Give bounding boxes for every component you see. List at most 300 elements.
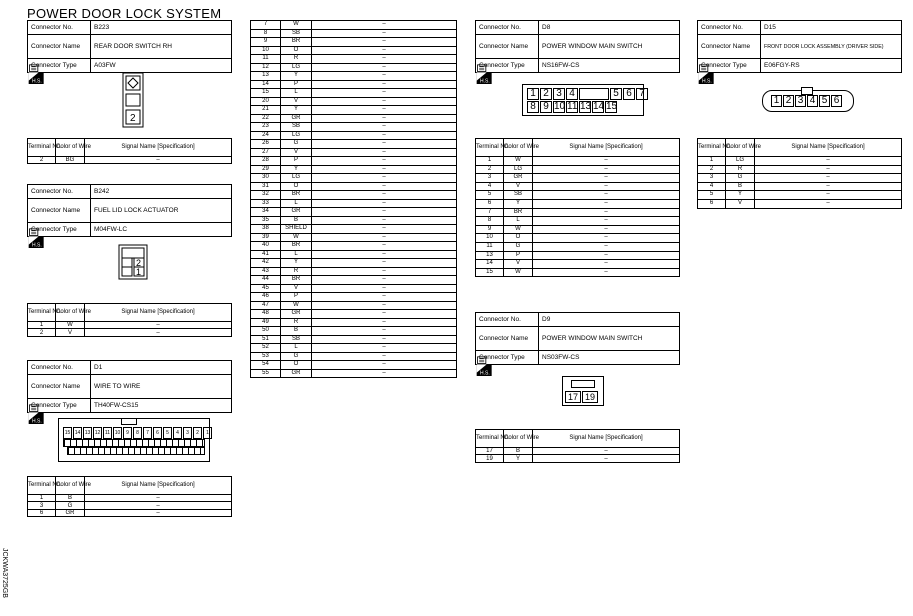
header-color-of-wire: Color of Wire <box>726 139 755 157</box>
table-row <box>251 80 457 89</box>
connector-d9-header <box>475 312 680 365</box>
table-row <box>698 174 902 183</box>
signal-name-cell: – <box>312 157 457 166</box>
connector-pin: 3 <box>795 95 806 107</box>
wire-color-cell: G <box>726 174 755 183</box>
signal-name-cell: – <box>533 165 680 174</box>
table-row <box>476 251 680 260</box>
wire-color-cell: GR <box>281 208 312 217</box>
connector-pin: 9 <box>123 427 132 439</box>
signal-name-cell: – <box>312 38 457 47</box>
header-color-of-wire: Color of Wire <box>56 477 85 495</box>
terminal-no-cell: 6 <box>476 199 504 208</box>
wire-color-cell: R <box>281 55 312 64</box>
wire-color-cell: W <box>504 225 533 234</box>
terminal-no-cell: 28 <box>251 157 281 166</box>
wire-color-cell: Y <box>504 199 533 208</box>
signal-name-cell: – <box>312 89 457 98</box>
signal-name-cell: – <box>312 165 457 174</box>
connector-name-value: FRONT DOOR LOCK ASSEMBLY (DRIVER SIDE) <box>761 35 902 59</box>
signal-name-cell: – <box>533 268 680 277</box>
terminal-no-cell: 41 <box>251 250 281 259</box>
connector-b242-header <box>27 184 232 237</box>
table-row <box>476 199 680 208</box>
signal-name-cell: – <box>312 199 457 208</box>
connector-pin: 13 <box>580 101 592 112</box>
terminal-no-cell: 1 <box>28 495 56 502</box>
signal-name-cell: – <box>312 267 457 276</box>
table-row <box>251 225 457 234</box>
table-row <box>476 174 680 183</box>
terminal-table-d9 <box>475 429 680 463</box>
terminal-no-cell: 11 <box>476 242 504 251</box>
header-color-of-wire: Color of Wire <box>56 139 85 157</box>
label-connector-no: Connector No. <box>476 313 539 327</box>
connector-pin: 15 <box>63 427 72 439</box>
label-connector-type: Connector Type <box>476 351 539 365</box>
signal-name-cell: – <box>533 191 680 200</box>
connector-pin: 7 <box>143 427 152 439</box>
header-terminal-no: Terminal No. <box>476 430 504 448</box>
terminal-no-cell: 7 <box>251 21 281 30</box>
signal-name-cell: – <box>312 276 457 285</box>
table-row <box>698 199 902 208</box>
signal-name-cell: – <box>533 448 680 455</box>
connector-pin: 5 <box>163 427 172 439</box>
connector-type-value: E06FGY-RS <box>761 59 902 73</box>
signal-name-cell: – <box>755 182 902 191</box>
table-row <box>251 157 457 166</box>
wire-color-cell: B <box>281 327 312 336</box>
signal-name-cell: – <box>85 157 232 164</box>
terminal-no-cell: 20 <box>251 97 281 106</box>
wire-color-cell: LG <box>281 63 312 72</box>
terminal-no-cell: 10 <box>251 46 281 55</box>
signal-name-cell: – <box>312 191 457 200</box>
signal-name-cell: – <box>755 174 902 183</box>
connector-pin: 13 <box>83 427 92 439</box>
connector-name-value: REAR DOOR SWITCH RH <box>91 35 232 59</box>
terminal-no-cell: 10 <box>476 234 504 243</box>
signal-name-cell: – <box>312 63 457 72</box>
harness-side-icon <box>27 64 47 84</box>
signal-name-cell: – <box>755 191 902 200</box>
wire-color-cell: SB <box>281 29 312 38</box>
wire-color-cell: W <box>504 157 533 166</box>
connector-no-value: B223 <box>91 21 232 35</box>
connector-d1-top-row <box>63 427 213 439</box>
signal-name-cell: – <box>312 361 457 370</box>
wire-color-cell: Y <box>281 106 312 115</box>
wire-color-cell: L <box>281 89 312 98</box>
signal-name-cell: – <box>312 140 457 149</box>
connector-no-value: B242 <box>91 185 232 199</box>
terminal-no-cell: 55 <box>251 369 281 378</box>
signal-name-cell: – <box>312 208 457 217</box>
terminal-no-cell: 4 <box>698 182 726 191</box>
connector-pin: 6 <box>831 95 842 107</box>
harness-side-icon <box>27 228 47 248</box>
terminal-no-cell: 1 <box>28 322 56 329</box>
terminal-no-cell: 12 <box>251 63 281 72</box>
terminal-no-cell: 24 <box>251 131 281 140</box>
signal-name-cell: – <box>312 46 457 55</box>
connector-no-value: D8 <box>539 21 680 35</box>
wire-color-cell: LG <box>726 157 755 166</box>
connector-type-value: NS16FW-CS <box>539 59 680 73</box>
table-row <box>28 502 232 509</box>
table-row <box>251 191 457 200</box>
terminal-no-cell: 34 <box>251 208 281 217</box>
connector-no-value: D1 <box>91 361 232 375</box>
connector-pin: 2 <box>193 427 202 439</box>
wire-color-cell: Y <box>281 259 312 268</box>
table-row <box>251 361 457 370</box>
header-signal-name: Signal Name [Specification] <box>85 477 232 495</box>
terminal-no-cell: 33 <box>251 199 281 208</box>
terminal-no-cell: 15 <box>476 268 504 277</box>
table-row <box>251 318 457 327</box>
signal-name-cell: – <box>533 217 680 226</box>
connector-latch <box>121 418 137 425</box>
table-row <box>28 495 232 502</box>
wire-color-cell: V <box>281 148 312 157</box>
table-row <box>251 233 457 242</box>
terminal-no-cell: 5 <box>476 191 504 200</box>
signal-name-cell: – <box>312 123 457 132</box>
table-row <box>251 242 457 251</box>
table-row <box>251 276 457 285</box>
table-row <box>698 157 902 166</box>
signal-name-cell: – <box>312 72 457 81</box>
terminal-table-d15 <box>697 138 902 209</box>
terminal-no-cell: 23 <box>251 123 281 132</box>
svg-text:H.S.: H.S. <box>480 370 490 377</box>
terminal-no-cell: 21 <box>251 106 281 115</box>
table-row <box>476 217 680 226</box>
terminal-no-cell: 52 <box>251 344 281 353</box>
connector-pin: 4 <box>807 95 818 107</box>
signal-name-cell: – <box>312 114 457 123</box>
svg-text:2: 2 <box>136 258 142 268</box>
table-row <box>28 329 232 336</box>
terminal-no-cell: 35 <box>251 216 281 225</box>
wire-color-cell: LG <box>281 131 312 140</box>
signal-name-cell: – <box>312 216 457 225</box>
terminal-no-cell: 3 <box>28 502 56 509</box>
wire-color-cell: O <box>281 46 312 55</box>
connector-d15-face <box>762 90 854 112</box>
svg-text:H.S.: H.S. <box>32 242 42 249</box>
wire-color-cell: GR <box>504 174 533 183</box>
terminal-no-cell: 26 <box>251 140 281 149</box>
signal-name-cell: – <box>312 250 457 259</box>
table-row <box>476 225 680 234</box>
wire-color-cell: LG <box>281 174 312 183</box>
table-row <box>28 509 232 516</box>
signal-name-cell: – <box>312 284 457 293</box>
wire-color-cell: O <box>281 182 312 191</box>
table-row <box>476 455 680 462</box>
wire-color-cell: R <box>726 165 755 174</box>
signal-name-cell: – <box>533 242 680 251</box>
connector-pin: 4 <box>173 427 182 439</box>
table-row <box>251 165 457 174</box>
signal-name-cell: – <box>312 225 457 234</box>
connector-no-value: D9 <box>539 313 680 327</box>
svg-text:H.S.: H.S. <box>702 78 712 85</box>
terminal-table-d1-continued <box>250 20 457 378</box>
signal-name-cell: – <box>312 148 457 157</box>
terminal-table-d8 <box>475 138 680 277</box>
connector-pin: 10 <box>113 427 122 439</box>
label-connector-name: Connector Name <box>28 199 91 223</box>
wire-color-cell: R <box>281 267 312 276</box>
terminal-no-cell: 30 <box>251 174 281 183</box>
wire-color-cell: O <box>281 361 312 370</box>
terminal-no-cell: 11 <box>251 55 281 64</box>
table-row <box>698 165 902 174</box>
header-color-of-wire: Color of Wire <box>56 304 85 322</box>
connector-pin: 8 <box>133 427 142 439</box>
label-connector-no: Connector No. <box>28 185 91 199</box>
signal-name-cell: – <box>312 131 457 140</box>
signal-name-cell: – <box>312 174 457 183</box>
connector-pin: 1 <box>527 88 539 100</box>
connector-pin: 15 <box>606 101 618 112</box>
table-row <box>476 268 680 277</box>
connector-name-value: FUEL LID LOCK ACTUATOR <box>91 199 232 223</box>
signal-name-cell: – <box>533 157 680 166</box>
table-row <box>251 335 457 344</box>
svg-text:H.S.: H.S. <box>480 78 490 85</box>
wire-color-cell: W <box>56 322 85 329</box>
terminal-no-cell: 43 <box>251 267 281 276</box>
terminal-no-cell: 17 <box>476 448 504 455</box>
signal-name-cell: – <box>755 157 902 166</box>
signal-name-cell: – <box>312 335 457 344</box>
wire-color-cell: G <box>281 352 312 361</box>
table-row <box>251 182 457 191</box>
connector-d9-face <box>562 376 604 406</box>
header-color-of-wire: Color of Wire <box>504 139 533 157</box>
terminal-no-cell: 13 <box>251 72 281 81</box>
svg-text:2: 2 <box>130 113 136 124</box>
table-row <box>476 260 680 269</box>
terminal-table-b223 <box>27 138 232 164</box>
connector-pin: 1 <box>771 95 782 107</box>
terminal-no-cell: 2 <box>698 165 726 174</box>
wire-color-cell: SB <box>281 335 312 344</box>
terminal-no-cell: 13 <box>476 251 504 260</box>
label-connector-type: Connector Type <box>698 59 761 73</box>
label-connector-type: Connector Type <box>476 59 539 73</box>
terminal-no-cell: 6 <box>698 199 726 208</box>
terminal-no-cell: 49 <box>251 318 281 327</box>
connector-type-value: A03FW <box>91 59 232 73</box>
signal-name-cell: – <box>312 259 457 268</box>
connector-b223-header <box>27 20 232 73</box>
table-row <box>251 114 457 123</box>
table-row <box>251 63 457 72</box>
wire-color-cell: W <box>281 301 312 310</box>
terminal-no-cell: 51 <box>251 335 281 344</box>
connector-pin: 3 <box>553 88 565 100</box>
table-row <box>251 97 457 106</box>
signal-name-cell: – <box>85 495 232 502</box>
header-signal-name: Signal Name [Specification] <box>533 430 680 448</box>
signal-name-cell: – <box>312 293 457 302</box>
table-row <box>251 38 457 47</box>
terminal-no-cell: 2 <box>28 329 56 336</box>
table-row <box>476 191 680 200</box>
wire-color-cell: L <box>504 217 533 226</box>
terminal-no-cell: 7 <box>476 208 504 217</box>
page-title: POWER DOOR LOCK SYSTEM <box>27 6 222 21</box>
table-row <box>251 284 457 293</box>
connector-pin: 12 <box>93 427 102 439</box>
terminal-no-cell: 5 <box>698 191 726 200</box>
header-signal-name: Signal Name [Specification] <box>755 139 902 157</box>
signal-name-cell: – <box>533 251 680 260</box>
connector-d8-face <box>522 84 644 116</box>
label-connector-type: Connector Type <box>28 59 91 73</box>
connector-pin: 14 <box>593 101 605 112</box>
table-row <box>251 199 457 208</box>
connector-pin: 2 <box>783 95 794 107</box>
wire-color-cell: W <box>281 233 312 242</box>
wire-color-cell: O <box>504 234 533 243</box>
connector-name-value: POWER WINDOW MAIN SWITCH <box>539 35 680 59</box>
signal-name-cell: – <box>85 502 232 509</box>
wire-color-cell: P <box>281 293 312 302</box>
wire-color-cell: B <box>281 216 312 225</box>
header-terminal-no: Terminal No. <box>698 139 726 157</box>
wire-color-cell: SB <box>504 191 533 200</box>
table-row <box>251 267 457 276</box>
connector-d9-row <box>565 391 599 403</box>
terminal-table-b242 <box>27 303 232 337</box>
connector-name-value: WIRE TO WIRE <box>91 375 232 399</box>
harness-side-icon <box>475 64 495 84</box>
terminal-no-cell: 19 <box>476 455 504 462</box>
table-row <box>251 352 457 361</box>
connector-pin: 6 <box>153 427 162 439</box>
label-connector-no: Connector No. <box>28 21 91 35</box>
terminal-no-cell: 45 <box>251 284 281 293</box>
table-row <box>251 216 457 225</box>
terminal-no-cell: 27 <box>251 148 281 157</box>
table-row <box>476 182 680 191</box>
figure-code: JCKWA3725GB <box>1 548 8 598</box>
signal-name-cell: – <box>312 97 457 106</box>
wire-color-cell: Y <box>726 191 755 200</box>
connector-b242-face <box>118 244 148 280</box>
wire-color-cell: B <box>56 495 85 502</box>
wire-color-cell: B <box>726 182 755 191</box>
wire-color-cell: Y <box>281 165 312 174</box>
table-row <box>251 174 457 183</box>
connector-name-value: POWER WINDOW MAIN SWITCH <box>539 327 680 351</box>
table-row <box>476 208 680 217</box>
table-row <box>251 148 457 157</box>
wire-color-cell: V <box>726 199 755 208</box>
terminal-no-cell: 39 <box>251 233 281 242</box>
terminal-no-cell: 50 <box>251 327 281 336</box>
wire-color-cell: BR <box>281 191 312 200</box>
terminal-table-d1 <box>27 476 232 517</box>
label-connector-no: Connector No. <box>28 361 91 375</box>
wire-color-cell: W <box>504 268 533 277</box>
connector-d8-header <box>475 20 680 73</box>
signal-name-cell: – <box>312 369 457 378</box>
connector-d15-header <box>697 20 902 73</box>
table-row <box>476 157 680 166</box>
connector-pin: 1 <box>203 427 212 439</box>
wire-color-cell: GR <box>281 114 312 123</box>
terminal-no-cell: 8 <box>251 29 281 38</box>
label-connector-name: Connector Name <box>476 327 539 351</box>
connector-d1-pin-row-2 <box>63 439 205 447</box>
wire-color-cell: V <box>56 329 85 336</box>
table-row <box>251 301 457 310</box>
signal-name-cell: – <box>755 165 902 174</box>
wire-color-cell: G <box>56 502 85 509</box>
table-row <box>476 448 680 455</box>
wire-color-cell: GR <box>56 509 85 516</box>
signal-name-cell: – <box>312 310 457 319</box>
harness-side-icon <box>475 356 495 376</box>
wire-color-cell: BR <box>504 208 533 217</box>
signal-name-cell: – <box>312 327 457 336</box>
terminal-no-cell: 42 <box>251 259 281 268</box>
connector-pin: 14 <box>73 427 82 439</box>
connector-key-slot <box>579 88 609 100</box>
signal-name-cell: – <box>312 106 457 115</box>
label-connector-no: Connector No. <box>476 21 539 35</box>
table-row <box>476 165 680 174</box>
connector-pin: 19 <box>582 391 598 403</box>
signal-name-cell: – <box>533 225 680 234</box>
table-row <box>251 29 457 38</box>
terminal-no-cell: 48 <box>251 310 281 319</box>
wire-color-cell: LG <box>504 165 533 174</box>
connector-pin: 5 <box>610 88 622 100</box>
svg-text:1: 1 <box>136 267 142 277</box>
terminal-no-cell: 22 <box>251 114 281 123</box>
wire-color-cell: GR <box>281 310 312 319</box>
connector-pin: 5 <box>819 95 830 107</box>
header-terminal-no: Terminal No. <box>476 139 504 157</box>
terminal-no-cell: 46 <box>251 293 281 302</box>
signal-name-cell: – <box>312 182 457 191</box>
header-signal-name: Signal Name [Specification] <box>85 304 232 322</box>
wire-color-cell: P <box>281 157 312 166</box>
connector-d8-row-1 <box>527 88 649 100</box>
signal-name-cell: – <box>312 344 457 353</box>
connector-type-value: M04FW-LC <box>91 223 232 237</box>
wire-color-cell: BR <box>281 242 312 251</box>
connector-pin: 4 <box>566 88 578 100</box>
terminal-no-cell: 3 <box>698 174 726 183</box>
signal-name-cell: – <box>312 55 457 64</box>
signal-name-cell: – <box>85 509 232 516</box>
wire-color-cell: V <box>281 284 312 293</box>
terminal-no-cell: 53 <box>251 352 281 361</box>
table-row <box>251 310 457 319</box>
wire-color-cell: B <box>504 448 533 455</box>
terminal-no-cell: 3 <box>476 174 504 183</box>
